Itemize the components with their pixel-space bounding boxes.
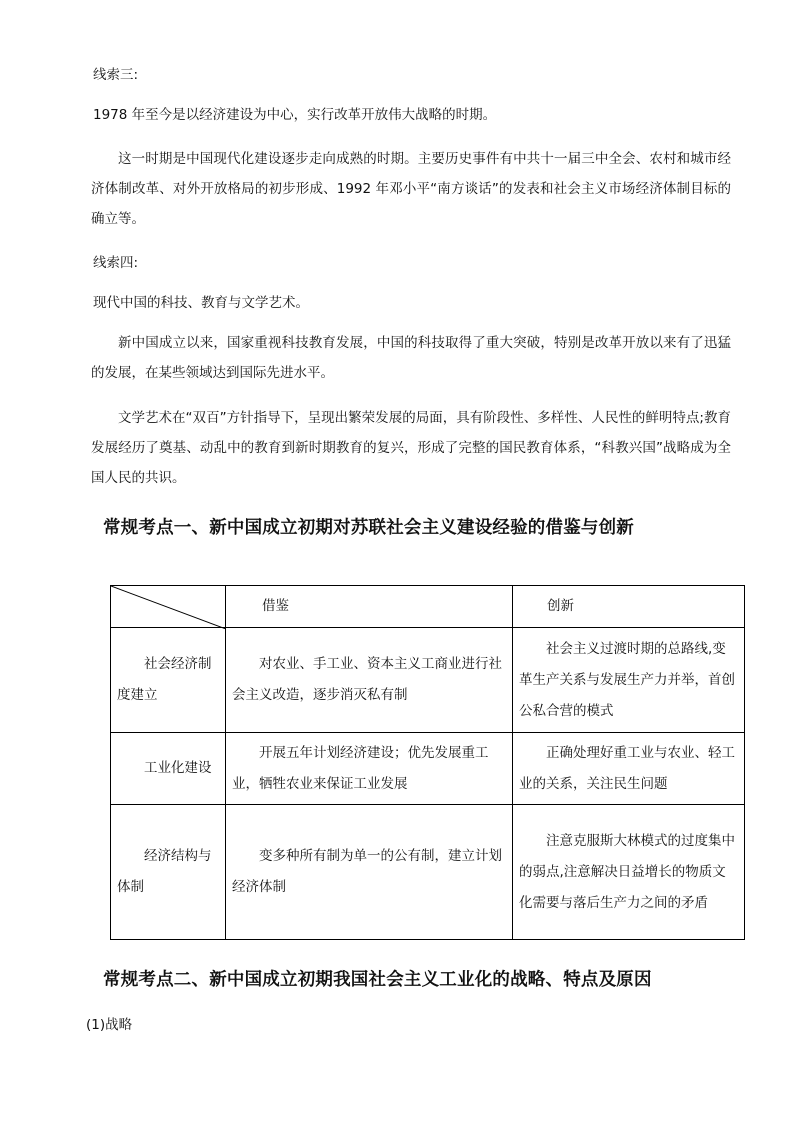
row-aspect: 社会经济制度建立	[117, 656, 212, 703]
comparison-table	[110, 585, 745, 940]
table-header-row	[111, 586, 745, 628]
clue3-title: 1978 年至今是以经济建设为中心，实行改革开放伟大战略的时期。	[93, 107, 497, 123]
clue3-label: 线索三:	[93, 67, 139, 83]
row-borrow: 开展五年计划经济建设；优先发展重工业，牺牲农业来保证工业发展	[232, 744, 489, 792]
clue4-body-2: 文学艺术在“双百”方针指导下，呈现出繁荣发展的局面，具有阶段性、多样性、人民性的鲜明特点;教育发展经历了奠基、动乱中的教育到新时期教育的复兴，形成了完整的国民教育体系，“科教兴国”战略成为全国人民的共识。	[91, 410, 731, 486]
table-row	[111, 628, 745, 733]
clue4-body-1: 新中国成立以来，国家重视科技教育发展，中国的科技取得了重大突破，特别是改革开放以来有了迅猛的发展，在某些领域达到国际先进水平。	[91, 335, 731, 381]
row-aspect: 经济结构与体制	[117, 848, 212, 895]
row-borrow: 对农业、手工业、资本主义工商业进行社会主义改造，逐步消灭私有制	[232, 656, 502, 703]
row-innovate: 正确处理好重工业与农业、轻工业的关系，关注民生问题	[519, 744, 735, 792]
row-innovate: 注意克服斯大林模式的过度集中的弱点,注意解决日益增长的物质文化需要与落后生产力之间的矛盾	[519, 832, 735, 911]
row-aspect: 工业化建设	[144, 760, 212, 776]
header-borrow: 借鉴	[226, 586, 513, 628]
diagonal-header-cell	[111, 586, 226, 628]
diagonal-line-icon	[111, 586, 226, 629]
row-borrow: 变多种所有制为单一的公有制，建立计划经济体制	[232, 848, 502, 895]
table-row	[111, 805, 745, 940]
section-heading-2: 常规考点二、新中国成立初期我国社会主义工业化的战略、特点及原因	[103, 970, 652, 990]
strategy-item: (1)战略	[86, 1017, 133, 1033]
row-innovate: 社会主义过渡时期的总路线,变革生产关系与发展生产力并举，首创公私合营的模式	[519, 640, 735, 719]
table-row	[111, 733, 745, 805]
clue4-label: 线索四:	[93, 255, 139, 271]
header-innovate: 创新	[513, 586, 745, 628]
clue4-title: 现代中国的科技、教育与文学艺术。	[93, 295, 309, 311]
clue3-body: 这一时期是中国现代化建设逐步走向成熟的时期。主要历史事件有中共十一届三中全会、农村和城市经济体制改革、对外开放格局的初步形成、1992 年邓小平“南方谈话”的发表和社会主义市场经济体制目标的确立等。	[91, 151, 731, 227]
section-heading-1: 常规考点一、新中国成立初期对苏联社会主义建设经验的借鉴与创新	[103, 518, 634, 538]
